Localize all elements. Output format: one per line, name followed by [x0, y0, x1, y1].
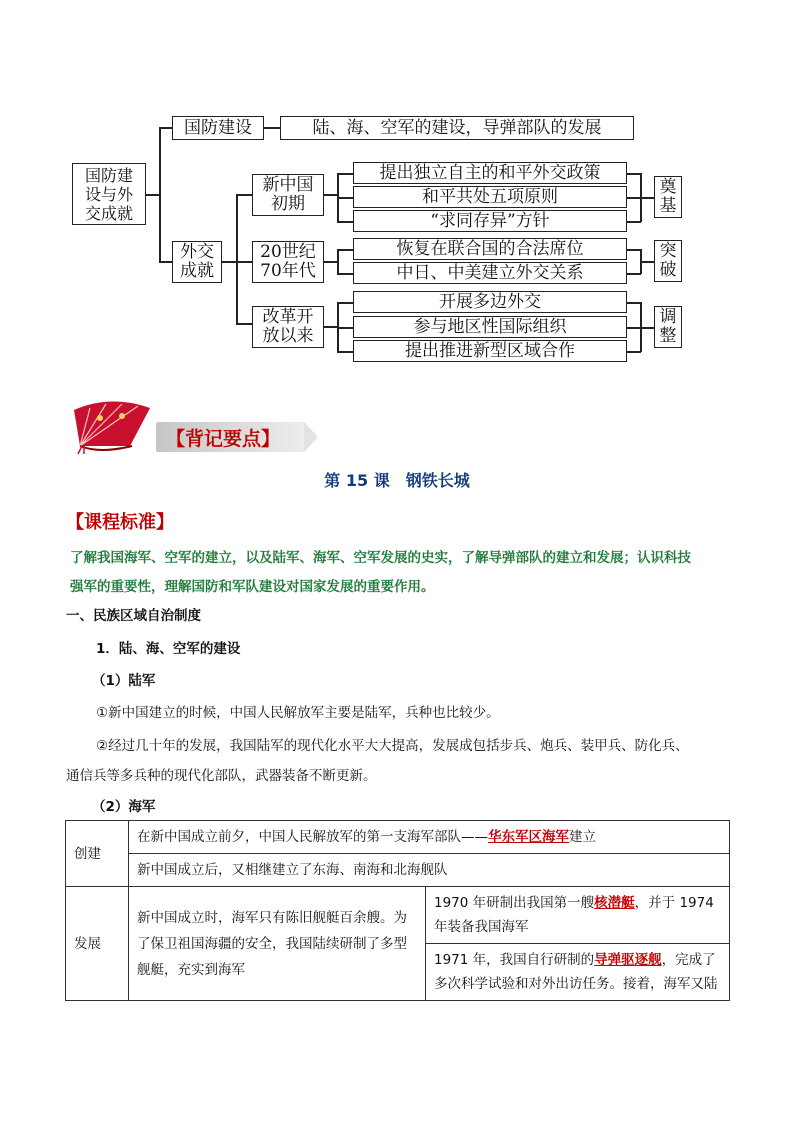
table-cell: 新中国成立后，又相继建立了东海、南海和北海舰队: [129, 854, 730, 887]
defense-node: 国防建设: [172, 116, 264, 140]
standard-line-1: 了解我国海军、空军的建立，以及陆军、海军、空军发展的史实，了解导弹部队的建立和发展；认识科技: [70, 550, 691, 566]
navy-table: [65, 820, 730, 1001]
period1-item-3: “求同存异”方针: [353, 210, 627, 232]
period-reform-node: 改革开 放以来: [252, 306, 324, 348]
period3-tag: 调 整: [654, 306, 682, 348]
table-row: [66, 854, 730, 887]
period1-item-2: 和平共处五项原则: [353, 186, 627, 208]
cell-text: 在新中国成立前夕，中国人民解放军的第一支海军部队——: [137, 829, 488, 845]
root-node: 国防建 设与外 交成就: [72, 163, 146, 225]
subsection-heading: 1．陆、海、空军的建设: [96, 641, 241, 657]
period-70s-node: 20世纪 70年代: [252, 241, 324, 283]
table-cell: [426, 944, 730, 1001]
cell-text: 建立: [569, 829, 596, 845]
highlight-text: 华东军区海军: [488, 829, 569, 845]
standard-heading: 【课程标准】: [66, 512, 174, 533]
table-label-development: 发展: [66, 887, 129, 1001]
cell-text: 1970 年研制出我国第一艘: [434, 895, 595, 911]
cell-text: 1971 年，我国自行研制的: [434, 952, 595, 968]
highlight-text: 导弹驱逐舰: [594, 952, 662, 968]
table-cell: 新中国成立时，海军只有陈旧舰艇百余艘。为了保卫祖国海疆的安全，我国陆续研制了多型舰艇，充实到海军: [129, 887, 426, 1001]
army-paragraph-2a: ②经过几十年的发展，我国陆军的现代化水平大大提高，发展成包括步兵、炮兵、装甲兵、防化兵、: [96, 738, 689, 754]
period-early-node: 新中国 初期: [252, 174, 324, 216]
period3-item-2: 参与地区性国际组织: [353, 316, 627, 338]
period3-item-3: 提出推进新型区域合作: [353, 340, 627, 362]
period3-item-1: 开展多边外交: [353, 291, 627, 313]
lesson-title: 第 15 课 钢铁长城: [324, 471, 470, 490]
period1-item-1: 提出独立自主的和平外交政策: [353, 162, 627, 184]
section-banner: 【背记要点】: [156, 422, 306, 452]
highlight-text: 核潜艇: [594, 895, 635, 911]
cell-text: ，完成了多次科学试验和对外出访任务。接着，海军又陆: [434, 952, 718, 992]
army-paragraph-2b: 通信兵等多兵种的现代化部队，武器装备不断更新。: [66, 768, 377, 784]
fan-icon: [70, 398, 170, 454]
cell-text: ，并于 1974 年装备我国海军: [434, 895, 714, 935]
standard-line-2: 强军的重要性，理解国防和军队建设对国家发展的重要作用。: [70, 579, 435, 595]
banner-arrow-icon: [304, 422, 318, 452]
period1-tag: 奠 基: [654, 176, 682, 218]
diplomacy-node: 外交 成就: [172, 241, 222, 283]
period2-item-2: 中日、中美建立外交关系: [353, 262, 627, 284]
table-row: [66, 821, 730, 854]
defense-detail-node: 陆、海、空军的建设，导弹部队的发展: [280, 116, 634, 140]
standard-text: [70, 544, 730, 602]
table-cell: [129, 821, 730, 854]
table-row: [66, 887, 730, 944]
section-heading: 一、民族区域自治制度: [66, 608, 201, 624]
period2-item-1: 恢复在联合国的合法席位: [353, 238, 627, 260]
period2-tag: 突 破: [654, 240, 682, 282]
table-label-founding: 创建: [66, 821, 129, 887]
table-cell: [426, 887, 730, 944]
navy-heading: （2）海军: [92, 799, 156, 815]
army-heading: （1）陆军: [92, 673, 156, 689]
army-paragraph-1: ①新中国建立的时候，中国人民解放军主要是陆军，兵种也比较少。: [96, 705, 500, 721]
